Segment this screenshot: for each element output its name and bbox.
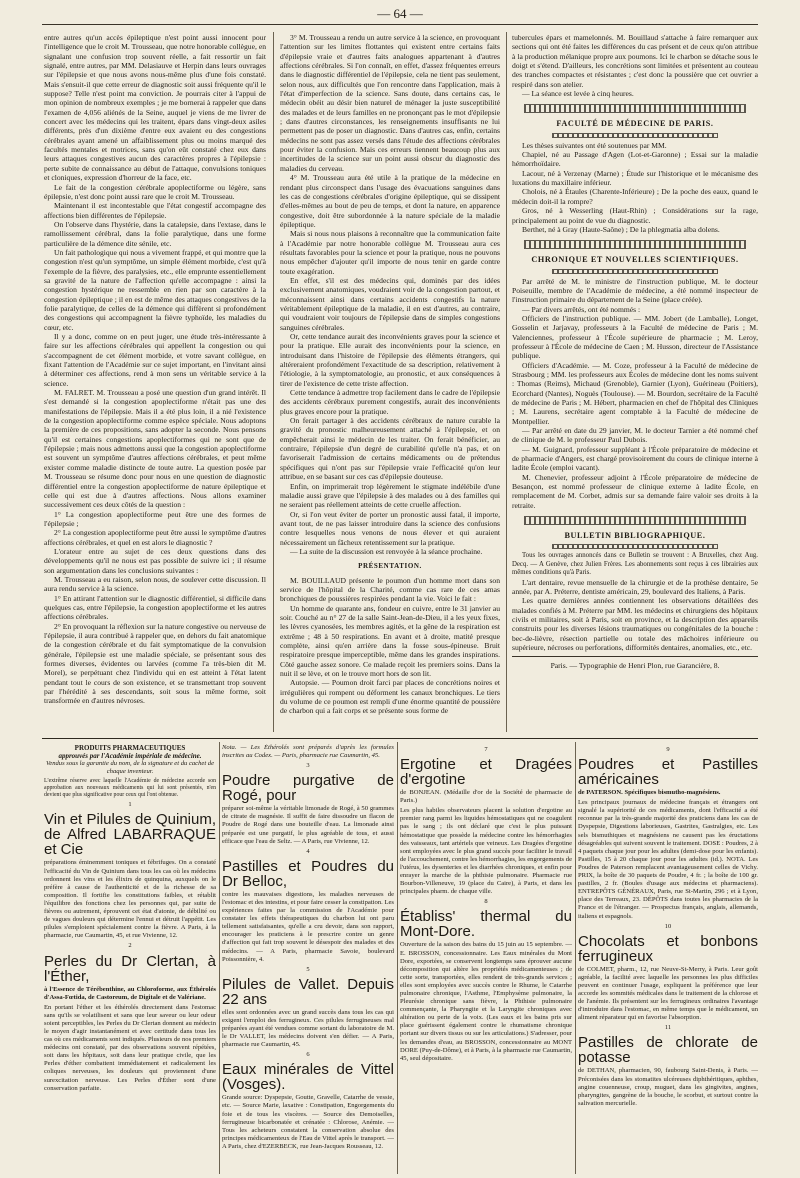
advertisement-column-3	[400, 744, 572, 1172]
paragraph: — M. Guignard, professeur suppléant à l'École préparatoire de médecine et de pharmacie d'Angers, est chargé provisoirement du cours de clinique interne à ladite École (emploi vacant).	[512, 444, 758, 473]
paragraph: M. Trousseau a eu raison, selon nous, de soulever cette discussion. Il aura rendu service à la science.	[44, 574, 266, 594]
paragraph: En effet, s'il est des médecins qui, dominés par des idées exclusivement anatomiques, voudraient voir de la congestion partout, et méconnaissent ainsi dans certains accidents congestifs la nature véritablement épileptique de la maladie, il en est d'autres, au contraire, qui voudraient voir toujours de l'épilepsie dans de simples congestions sanguines cérébrales.	[280, 275, 500, 332]
ad-title-colmet: Chocolats et bonbons ferrugineux	[578, 932, 758, 965]
ad-title-quinium: Vin et Pilules de Quinium, de Alfred LABARRAQUE et Cie	[44, 811, 216, 859]
imprint: Paris. — Typographie de Henri Plon, rue Garancière, 8.	[550, 661, 720, 671]
paragraph: 4° M. Trousseau aura été utile à la pratique de la médecine en rendant plus circonspect dans l'usage des évacuations sanguines dans les cas de congestions cérébrales d'origine épileptique, qui se dissipent d'elles-mêmes au bout de peu de temps, et dont la nature, en apparence congestive, doit être subordonnée à la nature spéciale de la maladie épileptique.	[280, 173, 500, 229]
ornament-divider	[524, 104, 746, 113]
ad-body: Les plus habiles observateurs placent la solution d'ergotine au premier rang parmi les liquides hémostatiques qui ne coagulent pas le sang ; ils ont déclaré que c'est le plus puissant hémostatique que possède la médecine contre les hémorrhagies des vaisseaux, tant artériels que veineux. Les Dragées d'ergotine sont employées avec le plus grand succès pour faciliter le travail de l'accouchement, contre les hémorrhagies, les engorgements de l'utérus, les dysenteries et les diarrhées chroniques, et enfin pour enrayer la marche de la phthisie pulmonaire. Pharmacie rue Bourbon-Villeneuve, 19 (place du Caire), à Paris, et dans les principales pharm. de chaque ville.	[400, 807, 572, 896]
ad-subtitle: de BONJEAN. (Médaille d'or de la Société de pharmacie de Paris.)	[400, 789, 572, 805]
ad-number: 5	[306, 965, 310, 973]
ad-subtitle: à l'Essence de Térébenthine, au Chloroforme, aux Éthérolés d'Assa-Fœtida, de Castoreum, de Digitale et de Valériane.	[44, 985, 216, 1001]
ornament-divider	[524, 516, 746, 525]
paragraph: M. Chenevier, professeur adjoint à l'École préparatoire de médecine de Besançon, est nommé professeur de clinique externe à ladite École, en remplacement de M. Corbet, admis sur sa demande faire valoir ses droits à la retraite.	[512, 472, 758, 510]
advertisement-column-1	[44, 744, 216, 1172]
advertisement-column-2	[222, 744, 394, 1172]
ad-title-belloc: Pastilles et Poudres du Dr Belloc,	[222, 857, 394, 890]
ad-body: de COLMET, pharm., 12, rue Neuve-St-Merry, à Paris. Leur goût agréable, la facilité avec laquelle les personnes les plus difficiles peuvent en continuer l'usage, expliquent la préférence que leur accorde les sommités médicales dans le traitement de la chlorose et de l'anémie. Ils présentent sur les ferrugineux ordinaires l'avantage d'introduire dans l'estomac, en même temps que le médicament, un aliment réparateur qui en favorise l'absorption.	[578, 965, 758, 1022]
text-column-2	[280, 33, 500, 733]
paragraph: Par arrêté de M. le ministre de l'instruction publique, M. le docteur Poiseuille, membre de l'Académie de médecine, a été nommé inspecteur de l'instruction primaire du département de la Seine (place créée).	[512, 276, 758, 305]
paragraph: Enfin, on imprimerait trop légèrement le stigmate indélébile d'une maladie aussi grave que l'épilepsie à des malades ou à des familles qui ne seraient pas réellement atteints de cette cruelle affection.	[280, 481, 500, 510]
paragraph: entre autres qu'un accès épileptique n'est point aussi innocent pour l'intelligence que le croit M. Trousseau, que notre honorable collègue, en signalant une confusion trop souvent réelle, a fait ressortir un fait signalé, entre autres, par MM. Delasiauve et Herpin dans leurs ouvrages sur l'épilepsie et que nous avons nous-même plus d'une fois constaté. Mais s'ensuit-il que cette erreur de diagnostic soit aussi fréquente qu'il le suppose? Telle n'est point ma conviction. Je pourrais citer à l'appui de mon opinion de nombreux exemples ; je me bornerai à rappeler que dans l'examen de 4,056 aliénés de la Seine, auquel je viens de me livrer de concert avec les médecins qui les traitent, épars dans vingt-deux asiles différents, près d'un dixième d'entre eux avaient eu des congestions cérébrales ayant amené un affaiblissement plus ou moins marqué des facultés mentales et motrices, sans qu'on eût constaté chez eux dans leurs attaques congestives aucun des caractères propres à l'épilepsie : perte subite de connaissance au début de l'attaque, convulsions toniques et cloniques, expression d'horreur de la face, etc.	[44, 33, 266, 183]
thesis-item: Berthet, né à Gray (Haute-Saône) ; De la phlegmatia alba dolens.	[522, 224, 720, 234]
rule	[512, 656, 758, 657]
paragraph: Le fait de la congestion cérébrale apoplectiforme ou légère, sans épilepsie, n'est donc point aussi rare que le croit M. Trousseau.	[44, 182, 266, 201]
ad-body: de DETHAN, pharmacien, 90, faubourg Saint-Denis, à Paris. — Préconisées dans les stomatites ulcéreuses diphthéritiques, aphthes, angine couenneuse, croup, muguet, dans les gingivites, angines, pharyngites, gangrène de la bouche, le scorbut, et surtout contre la salivation mercurielle.	[578, 1067, 758, 1107]
paragraph: Il y a donc, comme on en peut juger, une étude très-intéressante à faire sur les affections cérébrales qui appellent la congestion ou qui s'accompagnent de cet élément morbide, et votre savant collègue, en fixant l'attention de l'Académie sur ce sujet important, en l'invitant ainsi à déterminer ces affections, rend à mon sens un véritable service à la science.	[44, 332, 266, 388]
paragraph: 2° La congestion apoplectiforme peut être aussi le symptôme d'autres affections cérébrales, et quel en est alors le diagnostic ?	[44, 528, 266, 547]
paragraph: — La séance est levée à cinq heures.	[522, 89, 634, 99]
paragraph: Or, cette tendance aurait des inconvénients graves pour la science et pour la pratique. Elle aurait des inconvénients pour la science, en introduisant dans l'histoire de l'épilepsie des éléments étrangers, qui altéreraient profondément l'exactitude de sa description, relativement à l'étiologie, à la symptomatologie, au pronostic, et aux conséquences à tirer de l'existence de cette triste affection.	[280, 332, 500, 388]
paragraph: On l'observe dans l'hystérie, dans la catalepsie, dans l'extase, dans le ramollissement cérébral, dans la folie paralytique, dans une forme particulière de la démence dite sénile, etc.	[44, 219, 266, 248]
ornament-divider	[552, 133, 718, 138]
ornament-divider	[524, 240, 746, 249]
text-column-3	[512, 33, 758, 733]
ornament-divider	[552, 544, 718, 549]
text-column-1	[44, 33, 266, 733]
column-divider	[273, 32, 274, 732]
paragraph: L'orateur entre au sujet de ces deux questions dans des développements qu'il ne nous est pas possible de suivre ici ; il résume son argumentation dans les conclusions suivantes :	[44, 546, 266, 575]
ad-subtitle: de PATERSON. Spécifiques bismutho-magnésiens.	[578, 789, 721, 797]
ad-title-vallet: Pilules de Vallet. Depuis 22 ans	[222, 975, 394, 1008]
paragraph: — Par arrêté en date du 29 janvier, M. le docteur Tarnier a été nommé chef de clinique de M. le professeur Paul Dubois.	[512, 426, 758, 445]
top-rule	[42, 24, 758, 25]
section-heading-presentation: PRÉSENTATION.	[358, 562, 422, 571]
ad-title-vittel: Eaux minérales de Vittel (Vosges).	[222, 1061, 394, 1094]
paragraph: tubercules épars et mamelonnés. M. Bouillaud s'attache à faire remarquer aux sections qui ont été faites les différences du cas présent et de ceux qu'on attribue à la production mélanique propre aux poumons. Ici le charbon se détache sous le doigt et s'étend. D'ailleurs, les concrétions sont limitées et présentent au couteau des tranches compactes et résistantes ; c'est donc la poussière que cet ouvrier a respiré dans son atelier.	[512, 33, 758, 89]
advertisement-column-4	[578, 744, 758, 1172]
paragraph: Les thèses suivantes ont été soutenues par MM.	[522, 140, 667, 150]
section-heading-faculte: FACULTÉ DE MÉDECINE DE PARIS.	[556, 119, 714, 129]
ad-body: Les principaux journaux de médecine français et étrangers ont signalé la supériorité de ces médicaments, dont l'efficacité a été reconnue par la très-grande majorité des praticiens dans les cas de Dyspepsie, Digestions laborieuses, Gastrites, Gastralgies, etc. Les sels bismuthiques et magnésiens ne causent pas les éructations désagréables qui suivent souvent le traitement. DOSE : Poudres, 2 à 4 paquets chaque jour pour les adultes (demi-dose pour les enfants). Pastilles, 15 à 20 chaque jour pour les adultes (id.). NOTA. Les Poudres de Paterson remplacent avantageusement celles de Vichy. PRIX, la boîte de 30 paquets de Poudre, 4 fr. ; la boîte de 100 gr. pastilles, 2 fr. (Boules d'usage aux médecins et pharmaciens). ENTREPÔTS GÉNÉRAUX, Paris, rue St-Martin, 296 ; et à Lyon, place des Terreaux, 23. DÉPÔTS dans toutes les pharmacies de la France et de l'étranger. — Prospectus français, anglais, allemands, italiens et espagnols.	[578, 799, 758, 920]
advertisement-rule	[42, 738, 758, 739]
ad-body: Grande source: Dyspepsie, Goutte, Gravelle, Catarrhe de vessie, etc. — Source Marie, laxative : Constipation, Engorgements du foie et de tous les viscères. — Source des Demoiselles, ferrugineuse bicarbonatée et crénatée : Chlorose, Anémie. — Tous les acheteurs constatent la conservation absolue des principes médicamenteux de l'Eau de Vittel après le transport. — A Paris, chez d'EZERBECK, rue Jean-Jacques Rousseau, 12.	[222, 1094, 394, 1150]
ad-number: 8	[484, 898, 488, 906]
section-heading-chronique: CHRONIQUE ET NOUVELLES SCIENTIFIQUES.	[531, 255, 739, 265]
paragraph: M. BOUILLAUD présente le poumon d'un homme mort dans son service de l'hôpital de la Charité, comme cas rare de ces amas bronchiques de poussières respirées pendant la vie. Voici le fait :	[280, 575, 500, 604]
ad-title-perles: Perles du Dr Clertan, à l'Éther,	[44, 952, 216, 985]
column-divider	[575, 742, 576, 1174]
ad-section-subheading: approuvés par l'Académie impériale de médecine.	[58, 752, 202, 761]
ad-number: 9	[666, 746, 670, 753]
thesis-item: Chapiel, né au Passage d'Agen (Lot-et-Garonne) ; Essai sur la maladie hémorrhoïdaire.	[512, 150, 758, 169]
paragraph: — La suite de la discussion est renvoyée à la séance prochaine.	[290, 546, 483, 556]
column-divider	[219, 742, 220, 1174]
ad-title-roge: Poudre purgative de Rogé, pour	[222, 772, 394, 805]
ad-number: 11	[664, 1024, 672, 1032]
thesis-item: Cholois, né à Étaules (Charente-Inférieure) ; De la poche des eaux, quand le médecin doit-il la rompre?	[512, 187, 758, 206]
ad-number: 1	[128, 801, 132, 809]
paragraph: Les quatre dernières années contiennent les observations détaillées des malades confiés à M. Préterre par MM. les médecins et chirurgiens des hôpitaux civils et militaires, soit à Paris, soit en province, et la description des appareils construits pour les diverses lésions traumatiques ou congénitales de la bouche : bec-de-lièvre, résection partielle ou totale des mâchoires inférieure ou supérieure, nécroses ou perforations, difformités dentaires, anomalies, etc., etc.	[512, 596, 758, 653]
column-divider	[506, 32, 507, 732]
paragraph: On ferait partager à des accidents cérébraux de nature curable la gravité du pronostic malheureusement attaché à l'épilepsie, et on empêcherait ainsi le médecin de les traiter. On ferait bénéficier, au contraire, l'épilepsie d'un degré de curabilité qu'elle n'a pas, et on favoriserait l'admission de certains médicaments ou de prétendus spécifiques qui n'ont pas sur l'épilepsie vraie l'efficacité qu'on leur attribue, en se basant sur ces cas d'épilepsie douteuse.	[280, 416, 500, 482]
ad-number: 2	[128, 942, 132, 950]
paragraph: Mais si nous nous plaisons à reconnaître que la communication faite à l'Académie par notre honorable collègue M. Trousseau aura ces résultats favorables pour la science et pour la pratique, nous ne pouvons nous empêcher d'ajouter qu'il importe de nous tenir en garde contre toute exagération.	[280, 229, 500, 276]
thesis-item: Gros, né à Wesserling (Haut-Rhin) ; Considérations sur la rage, principalement au point de vue du diagnostic.	[512, 206, 758, 225]
paragraph: Or, si l'on veut éviter de porter un pronostic aussi fatal, il importe, avant tout, de ne pas laisser introduire dans la science des confusions contre lesquelles nous venons de nous élever et qui auraient nécessairement un fâcheux retentissement sur la pratique.	[280, 509, 500, 547]
ad-note: L'extrême réserve avec laquelle l'Académie de médecine accorde son approbation aux nouveaux médicaments qui lui sont présentés, n'en devient que plus significative pour ceux qui l'ont obtenue.	[44, 778, 216, 799]
bulletin-note: Tous les ouvrages annoncés dans ce Bulletin se trouvent : A Bruxelles, chez Aug. Decq. — A Genève, chez Julien Frères. Les abonnements sont reçus à ces librairies aux mêmes conditions qu'à Paris.	[512, 552, 758, 577]
paragraph: Un homme de quarante ans, fondeur en cuivre, entre le 31 janvier au soir. Couché au n° 27 de la salle Saint-Jean-de-Dieu, il a les yeux fixes, les lèvres cyanosées, les membres agités, et la gêne de la respiration est extrême ; 48 à 50 respirations. En avant et à droite, matité presque complète, ainsi qu'en arrière dans la fosse sous-épineuse. Bruit respiratoire presque imperceptible, même dans les grandes inspirations. Côté gauche assez sonore. Ce malade reçoit les premiers soins. Dans la nuit il se lève, et on le trouve mort hors de son lit.	[280, 603, 500, 679]
ad-title-dethan: Pastilles de chlorate de potasse	[578, 1034, 758, 1067]
paragraph: Officiers d'Académie. — M. Coze, professeur à la Faculté de médecine de Strasbourg ; MM. les professeurs aux Écoles de médecine dont les noms suivent : Thomas (Reims), Michaud (Grenoble), Garnier (Lyon), Guérineau (Poitiers), Ecorchard (Nantes), Noguès (Toulouse). — M. Bourdon, secrétaire de la Faculté de médecine de Paris ; M. Hébert, pharmacien en chef de l'hôpital des Cliniques ; M. Laurens, secrétaire agent comptable à la Faculté de médecine de Montpellier.	[512, 360, 758, 426]
ad-note: Vendus sous la garantie du nom, de la signature et du cachet de chaque inventeur.	[45, 760, 215, 776]
section-heading-bulletin: BULLETIN BIBLIOGRAPHIQUE.	[564, 531, 706, 541]
ad-body: préparations éminemment toniques et fébrifuges. On a constaté l'efficacité du Vin de Quinium dans tous les cas où les médecins ordonnent les vins et les élixirs de quinquina, auxquels on le préfère à cause de l'authenticité et de la richesse de sa composition. Il fortifie les constitutions faibles, et rétablit l'équilibre des fonctions chez les personnes qui, par suite de fièvres ou autrement, éprouvent cet état d'atonie, de débilité ou de vagues douleurs qui détermine l'ennui et détruit l'appétit. Les pilules s'emploient spécialement contre la fièvre. A Paris, à la pharmacie, rue Caumartin, 45, et rue Vivienne, 12.	[44, 859, 216, 940]
ad-body: contre les mauvaises digestions, les maladies nerveuses de l'estomac et des intestins, et pour faire cesser la constipation. Les expériences faites par la commission de l'Académie pour constater les effets thérapeutiques du charbon lui ont paru tellement satisfaisantes, qu'elle a cru devoir, dans son rapport, encourager les praticiens à le prescrire contre un genre d'affection qui fait trop souvent le désespoir des malades et des médecins. — A Paris, pharmacie Savoie, boulevard Poissonnière, 4.	[222, 890, 394, 963]
ad-number: 7	[484, 746, 488, 753]
ad-section-heading: PRODUITS PHARMACEUTIQUES	[74, 744, 186, 752]
paragraph: Cette tendance à admettre trop facilement dans le cadre de l'épilepsie des accidents cérébraux purement congestifs, aurait des inconvénients plus graves encore pour la pratique.	[280, 388, 500, 416]
ornament-divider	[552, 269, 718, 274]
ad-title-paterson: Poudres et Pastilles américaines	[578, 756, 758, 789]
thesis-item: Lacour, né à Verzenay (Marne) ; Étude sur l'historique et le mécanisme des luxations du maxillaire inférieur.	[512, 168, 758, 188]
paragraph: Maintenant il est incontestable que l'état congestif accompagne des affections bien différentes de l'épilepsie.	[44, 201, 266, 220]
ad-body: Ouverture de la saison des bains du 15 juin au 15 septembre. — E. BROSSON, concessionnaire. Les Eaux minérales du Mont Dore, exportées, se conservent longtemps sans éprouver aucune décomposition qui altère les propriétés médicamenteuses ; de cette sorte, transportées, elles rendent de très-grands services ; elles sont employées avec succès contre le Rhume, le Catarrhe pulmonaire chronique, l'Asthme, l'Emphysème pulmonaire, la Pleurésie chronique sans fièvre, la Phthisie pulmonaire commençante, la Pharyngite et la Laryngite chroniques avec altération ou perte de la voix. (Les eaux et les bains pris sur place guérissent également contre le rhumatisme chronique portant sur divers tissus ou sur les articulations.) S'adresser, pour les demandes d'eau, au BROSSON, concessionnaire au MONT DORE (Puy-de-Dôme), et à Paris, à la pharmacie rue Caumartin, 45, seul dépositaire.	[400, 941, 572, 1062]
ad-body: En portant l'éther et les éthérolés directement dans l'estomac sans qu'ils se volatilisent et sans que leur saveur ou leur odeur soient perceptibles, les Perles du Dr Clertan donnent au médecin le moyen d'agir instantanément et avec certitude dans tous les cas où ces médicaments sont indiqués. Plusieurs de nos premiers médecins ont constaté, par des observations souvent répétées, soit dans les hôpitaux, soit dans leur pratique civile, que les Perles d'éther combattent immédiatement et radicalement les coliques nerveuses, les douleurs qui proviennent d'une surexcitation nerveuse. Les Perles d'Éther sont d'une conservation parfaite.	[44, 1003, 216, 1092]
paragraph: 1° La congestion apoplectiforme peut être une des formes de l'épilepsie ;	[44, 509, 266, 528]
paragraph: Un fait pathologique qui nous a vivement frappé, et qui montre que la congestion n'est qu'un symptôme, un simple élément morbide, c'est qu'à l'exemple de la fièvre, des paralysies, etc., elle emprunte essentiellement sa gravité de la nature de l'affection qu'elle accompagne : ainsi la congestion hystérique ne ressemble en rien par son caractère à la congestion épileptique ; il en est de même des attaques congestives de la folie paralytique, de celles de la démence qui diffèrent si profondément des congestions qui accompagnent la fièvre typhoïde, les maladies du cœur, etc.	[44, 247, 266, 332]
paragraph: 2° En provoquant la réflexion sur la nature congestive ou nerveuse de l'épilepsie, il aura contribué à rappeler que, en dehors du fait anatomique de la congestion cérébrale et du fait symptomatique de la convulsion générale, l'épilepsie est une maladie spéciale, se présentant sous des formes diverses, évidentes ou larvées (comme l'a très-bien dit M. Morel), se perpétuant chez l'individu qui en est atteint à l'état latent pendant tout le cours de son existence, et se transmettant trop souvent par l'hérédité à ses descendants, soit sous la même forme, soit transformée en d'autres névroses.	[44, 621, 266, 706]
paragraph: Autopsie. — Poumon droit farci par places de concrétions noires et irrégulières qui rompent ou déforment les canaux bronchiques. Le tiers du volume de ce poumon est rempli d'une énorme quantité de poussière de charbon qui a fait corps et se présente sous forme de	[280, 678, 500, 716]
ad-number: 4	[306, 847, 310, 855]
ad-note: Nota. — Les Éthérolés sont préparés d'après les formules inscrites au Codex. — Paris, pharmacie rue Caumartin, 45.	[222, 744, 394, 760]
ad-number: 3	[306, 762, 310, 770]
paragraph: 3° M. Trousseau a rendu un autre service à la science, en provoquant l'attention sur les limites flottantes qui existent entre certains faits d'épilepsie vraie et d'autres faits analogues appartenant à d'autres affections cérébrales. Si l'on connaît, en effet, d'assez fréquentes erreurs dans le diagnostic différentiel de l'épilepsie, cela ne tient pas seulement, selon nous, aux difficultés que l'on rencontre dans l'application, mais à l'état d'imperfection de la science. Sans doute, dans certains cas, le médecin obéit au désir bien naturel de ménager la juste susceptibilité des malades et de leurs familles en ne prononçant pas le mot d'épilepsie ; dans d'autres circonstances, les renseignements insuffisants ne lui permettent pas de poser un diagnostic. Dans d'autres cas, enfin, certains médecins ne sont pas assez versés dans l'étude des affections cérébrales pour éviter la confusion. Mais ces erreurs tiennent beaucoup plus aux incertitudes de la science sur un point aussi obscur du diagnostic des maladies du cerveau.	[280, 33, 500, 173]
paragraph: Officiers de l'instruction publique. — MM. Jobert (de Lamballe), Longet, Gosselin et Jarjavay, professeurs à la Faculté de médecine de Paris ; M. Valenciennes, professeur à l'École supérieure de pharmacie ; M. Leroy, professeur à l'École de médecine de Caen ; M. Husson, directeur de l'Assistance publique.	[512, 313, 758, 361]
paragraph: 1° En attirant l'attention sur le diagnostic différentiel, si difficile dans quelques cas, entre l'épilepsie, la congestion apoplectiforme et les autres affections cérébrales.	[44, 593, 266, 622]
paragraph: L'art dentaire, revue mensuelle de la chirurgie et de la prothèse dentaire, 5e année, par A. Préterre, dentiste américain, 29, boulevard des Italiens, à Paris.	[512, 577, 758, 597]
ad-title-ergotine: Ergotine et Dragées d'ergotine	[400, 756, 572, 789]
page-number: — 64 —	[377, 6, 423, 21]
column-divider	[397, 742, 398, 1174]
ad-body: préparer soi-même la véritable limonade de Rogé, à 50 grammes de citrate de magnésie. Il suffit de faire dissoudre un flacon de Poudre de Rogé dans une bouteille d'eau. La limonade ainsi préparée est une purgatif, le plus agréable de tous, et aussi efficace que l'eau de Seltz. — A Paris, rue Vivienne, 12.	[222, 805, 394, 845]
ad-body: elles sont ordonnées avec un grand succès dans tous les cas qui exigent l'emploi des ferrugineux. Ces pilules ferrugineuses mal préparées ayant été vendues comme sortant du laboratoire de M. le Dr VALLET, les médecins doivent s'en défier. — A Paris, pharmacie rue Caumartin, 45.	[222, 1008, 394, 1049]
ad-number: 10	[664, 922, 672, 930]
ad-number: 6	[306, 1051, 310, 1059]
paragraph: M. FALRET. M. Trousseau a posé une question d'un grand intérêt. Il s'est demandé si la congestion apoplectiforme n'était pas une des manifestations de l'épilepsie. Mais il a été plus loin, il a nié l'existence de la congestion apoplectiforme comme espèce spéciale. Nous adoptons la première de ces propositions, sans adopter la seconde. Nous pensons qu'il est certaines congestions apoplectiformes qui ne sont que de l'épilepsie ; mais nous admettons aussi que la congestion apoplectiforme est souvent un symptôme d'autres affections cérébrales, et peut même exister comme maladie distincte de toute autre. La question posée par M. Trousseau se résume donc pour nous en une question de diagnostic différentiel entre la congestion apoplectiforme de nature épileptique et celle qui est due à d'autres affections. Nous allons examiner successivement ces deux côtés de la question :	[44, 388, 266, 510]
ad-title-mont-dore: Établiss' thermal du Mont-Dore.	[400, 908, 572, 941]
paragraph: — Par divers arrêtés, ont été nommés :	[522, 304, 641, 314]
